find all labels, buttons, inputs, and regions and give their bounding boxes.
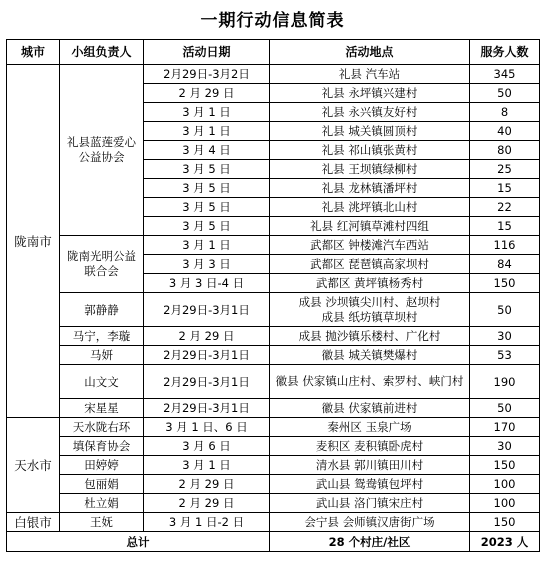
- date-cell: 3 月 5 日: [144, 217, 270, 236]
- place-cell: 会宁县 会师镇汉唐街广场: [270, 513, 470, 532]
- date-cell: 3 月 5 日: [144, 198, 270, 217]
- count-cell: 15: [470, 217, 540, 236]
- page-title: 一期行动信息简表: [200, 11, 345, 31]
- total-label: 总计: [7, 532, 270, 552]
- date-cell: 3 月 1 日: [144, 103, 270, 122]
- date-cell: 3 月 5 日: [144, 160, 270, 179]
- place-cell: 成县 抛沙镇乐楼村、广化村: [270, 327, 470, 346]
- table-row: [7, 475, 540, 494]
- count-cell: 345: [470, 65, 540, 84]
- leader-cell: 山文文: [60, 365, 144, 399]
- place-cell: 礼县 龙林镇潘坪村: [270, 179, 470, 198]
- date-cell: 3 月 3 日: [144, 255, 270, 274]
- leader-cell: 陇南光明公益联合会: [60, 236, 144, 293]
- table-row: [7, 293, 540, 327]
- total-places: 28 个村庄/社区: [270, 532, 470, 552]
- date-cell: 2月29日-3月1日: [144, 365, 270, 399]
- leader-cell: 王妩: [60, 513, 144, 532]
- count-cell: 8: [470, 103, 540, 122]
- leader-cell: 填保育协会: [60, 437, 144, 456]
- leader-cell: 马宁，李璇: [60, 327, 144, 346]
- place-cell: 徽县 城关镇樊爆村: [270, 346, 470, 365]
- count-cell: 50: [470, 399, 540, 418]
- date-cell: 3 月 5 日: [144, 179, 270, 198]
- info-table: [6, 39, 540, 552]
- count-cell: 80: [470, 141, 540, 160]
- place-cell: 礼县 永坪镇兴建村: [270, 84, 470, 103]
- date-cell: 3 月 1 日: [144, 122, 270, 141]
- date-cell: 3 月 6 日: [144, 437, 270, 456]
- table-row: [7, 513, 540, 532]
- header-leader: 小组负责人: [60, 40, 144, 65]
- table-row: [7, 437, 540, 456]
- leader-cell: 田婷婷: [60, 456, 144, 475]
- leader-cell: 礼县蓝莲爱心公益协会: [60, 65, 144, 236]
- table-row: [7, 236, 540, 255]
- table-row: [7, 346, 540, 365]
- leader-cell: 包丽娟: [60, 475, 144, 494]
- city-cell: 白银市: [7, 513, 60, 532]
- place-cell: 礼县 永兴镇友好村: [270, 103, 470, 122]
- table-row: [7, 418, 540, 437]
- date-cell: 2 月 29 日: [144, 475, 270, 494]
- place-cell: 礼县 红河镇草滩村四组: [270, 217, 470, 236]
- place-cell: 礼县 城关镇圆顶村: [270, 122, 470, 141]
- count-cell: 170: [470, 418, 540, 437]
- date-cell: 2月29日-3月1日: [144, 293, 270, 327]
- leader-cell: 天水陇右环: [60, 418, 144, 437]
- place-cell: 麦积区 麦积镇卧虎村: [270, 437, 470, 456]
- date-cell: 3 月 4 日: [144, 141, 270, 160]
- place-cell: 秦州区 玉泉广场: [270, 418, 470, 437]
- city-cell: 陇南市: [7, 65, 60, 418]
- place-cell: 武山县 洛门镇宋庄村: [270, 494, 470, 513]
- date-cell: 2月29日-3月1日: [144, 346, 270, 365]
- count-cell: 30: [470, 327, 540, 346]
- leader-cell: 杜立娟: [60, 494, 144, 513]
- count-cell: 50: [470, 293, 540, 327]
- count-cell: 30: [470, 437, 540, 456]
- header-date: 活动日期: [144, 40, 270, 65]
- count-cell: 84: [470, 255, 540, 274]
- count-cell: 150: [470, 456, 540, 475]
- table-row: [7, 456, 540, 475]
- place-cell: 徽县 伏家镇山庄村、索罗村、峡门村: [270, 365, 470, 399]
- count-cell: 15: [470, 179, 540, 198]
- date-cell: 2月29日-3月1日: [144, 399, 270, 418]
- date-cell: 3 月 1 日-2 日: [144, 513, 270, 532]
- total-row: [7, 532, 540, 552]
- header-place: 活动地点: [270, 40, 470, 65]
- count-cell: 25: [470, 160, 540, 179]
- date-cell: 3 月 1 日: [144, 456, 270, 475]
- count-cell: 53: [470, 346, 540, 365]
- date-cell: 2 月 29 日: [144, 84, 270, 103]
- place-cell: 成县 沙坝镇尖川村、赵坝村 成县 纸坊镇草坝村: [270, 293, 470, 327]
- table-row: [7, 65, 540, 84]
- date-cell: 2月29日-3月2日: [144, 65, 270, 84]
- date-cell: 3 月 3 日-4 日: [144, 274, 270, 293]
- place-cell: 武都区 琵琶镇高家坝村: [270, 255, 470, 274]
- place-cell: 礼县 祁山镇张黄村: [270, 141, 470, 160]
- count-cell: 116: [470, 236, 540, 255]
- place-cell: 礼县 洮坪镇北山村: [270, 198, 470, 217]
- date-cell: 3 月 1 日、6 日: [144, 418, 270, 437]
- date-cell: 3 月 1 日: [144, 236, 270, 255]
- count-cell: 150: [470, 274, 540, 293]
- header-count: 服务人数: [470, 40, 540, 65]
- table-row: [7, 365, 540, 399]
- place-cell: 清水县 郭川镇田川村: [270, 456, 470, 475]
- total-people: 2023 人: [470, 532, 540, 552]
- table-header-row: [7, 40, 540, 65]
- date-cell: 2 月 29 日: [144, 327, 270, 346]
- count-cell: 190: [470, 365, 540, 399]
- count-cell: 22: [470, 198, 540, 217]
- count-cell: 50: [470, 84, 540, 103]
- table-row: [7, 399, 540, 418]
- leader-cell: 宋星星: [60, 399, 144, 418]
- count-cell: 150: [470, 513, 540, 532]
- place-cell: 武都区 钟楼滩汽车西站: [270, 236, 470, 255]
- count-cell: 100: [470, 475, 540, 494]
- table-row: [7, 494, 540, 513]
- header-city: 城市: [7, 40, 60, 65]
- place-cell: 徽县 伏家镇前进村: [270, 399, 470, 418]
- place-cell: 礼县 王坝镇绿柳村: [270, 160, 470, 179]
- leader-cell: 郭静静: [60, 293, 144, 327]
- city-cell: 天水市: [7, 418, 60, 513]
- count-cell: 100: [470, 494, 540, 513]
- date-cell: 2 月 29 日: [144, 494, 270, 513]
- place-cell: 武山县 鸳鸯镇包坪村: [270, 475, 470, 494]
- place-cell: 武都区 黄坪镇杨秀村: [270, 274, 470, 293]
- count-cell: 40: [470, 122, 540, 141]
- table-row: [7, 327, 540, 346]
- leader-cell: 马妍: [60, 346, 144, 365]
- place-cell: 礼县 汽车站: [270, 65, 470, 84]
